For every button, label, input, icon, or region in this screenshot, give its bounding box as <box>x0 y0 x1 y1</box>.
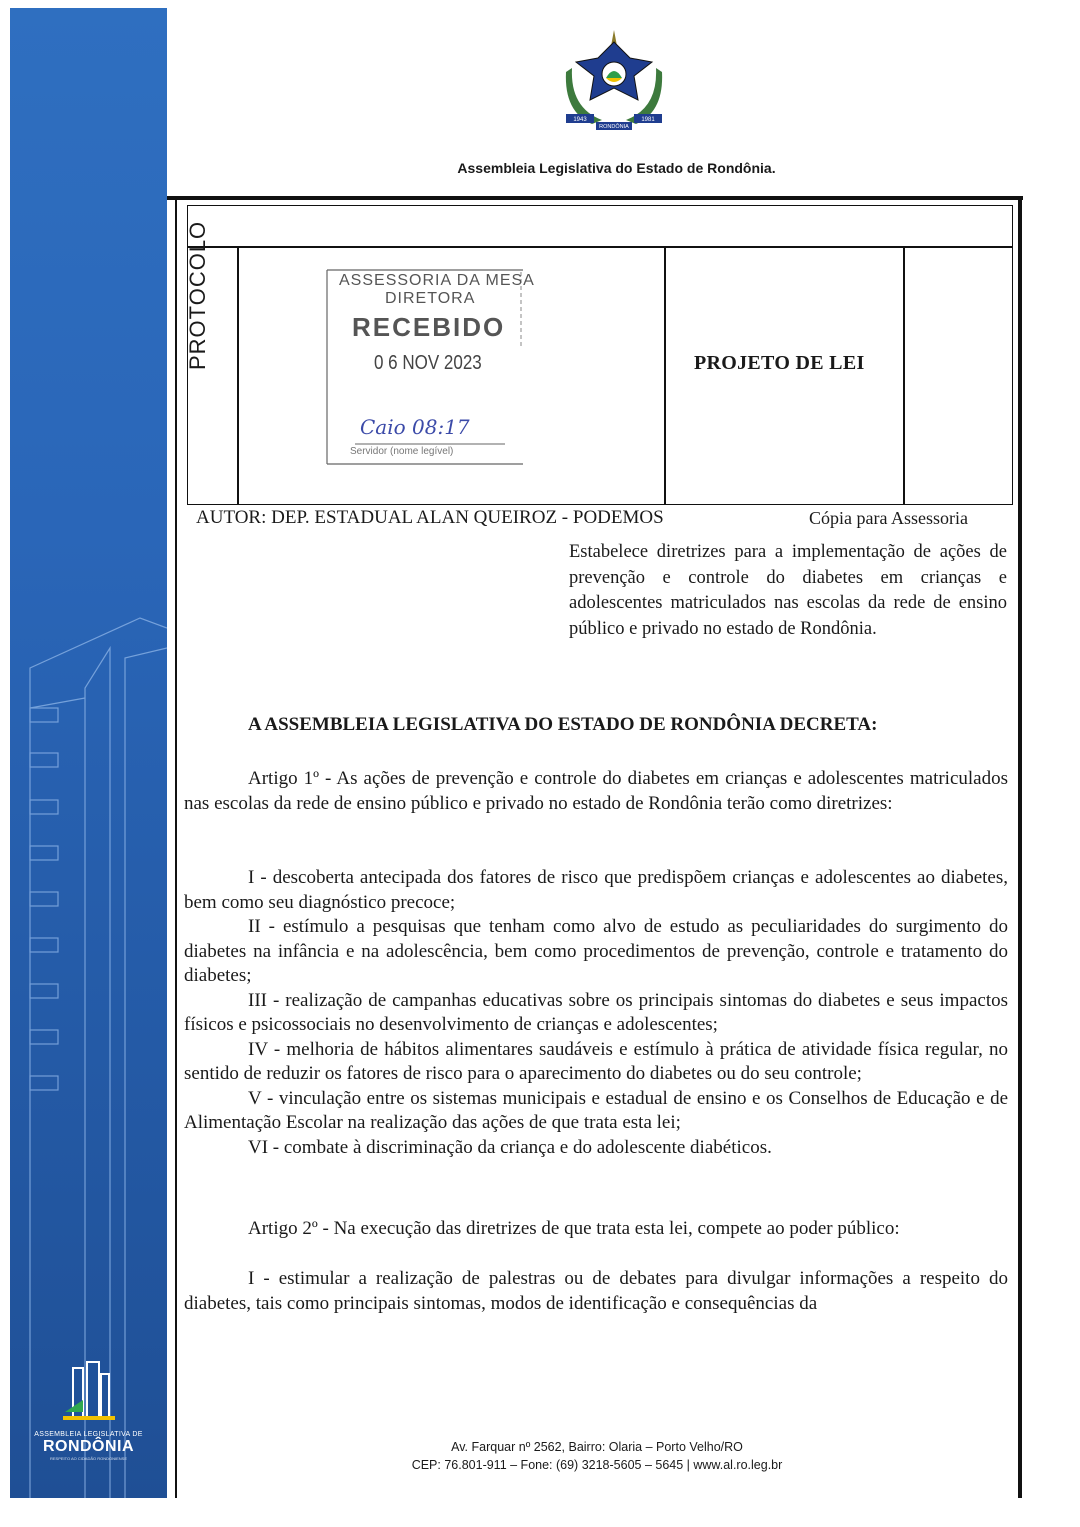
page-footer <box>0 1438 1080 1474</box>
assembly-building-icon <box>59 1360 119 1426</box>
decree-heading: A ASSEMBLEIA LEGISLATIVA DO ESTADO DE RONDÔNIA DECRETA: <box>248 714 878 735</box>
footer-contact: CEP: 76.801-911 – Fone: (69) 3218-5605 – 5645 | www.al.ro.leg.br <box>411 1458 783 1472</box>
footer-address: Av. Farquar nº 2562, Bairro: Olaria – Porto Velho/RO <box>451 1440 743 1454</box>
article-1 <box>184 767 1008 816</box>
table-rule <box>903 246 905 505</box>
article-1-items <box>184 866 1008 1160</box>
list-item: II - estímulo a pesquisas que tenham como alvo de estudo as peculiaridades do surgimento do diabetes na infância e na adolescência, bem como procedimentos de prevenção, controle e tratamento do diabetes; <box>184 916 1008 986</box>
list-item: VI - combate à discriminação da criança e do adolescente diabéticos. <box>248 1136 772 1158</box>
article-2-text: Artigo 2º - Na execução das diretrizes de que trata esta lei, compete ao poder público: <box>248 1218 900 1239</box>
decorative-sidebar <box>10 8 167 1498</box>
building-outline-graphic <box>10 8 167 1498</box>
state-coat-of-arms-icon <box>562 28 666 140</box>
list-item: IV - melhoria de hábitos alimentares saudáveis e estímulo à prática de atividade física regular, no sentido de reduzir os fatores de risco para o aparecimento do diabetes ou do seu controle; <box>184 1038 1008 1084</box>
table-rule <box>664 246 666 505</box>
sidebar-logo-line2: RONDÔNIA <box>42 1438 135 1455</box>
list-item: III - realização de campanhas educativas sobre os principais sintomas do diabetes e seus impactos físicos e psicossociais no desenvolvimento de crianças e adolescentes; <box>184 989 1008 1035</box>
crest-year-right: 1981 <box>641 117 655 123</box>
copy-note: Cópia para Assessoria <box>809 508 968 528</box>
crest-year-left: 1943 <box>573 117 587 123</box>
author-line: AUTOR: DEP. ESTADUAL ALAN QUEIROZ - PODEMOS <box>196 507 664 528</box>
list-item: I - estimular a realização de palestras ou de debates para divulgar informações a respeito do diabetes, tais como principais sintomas, modos de identificação e consequências da <box>184 1268 1008 1314</box>
sidebar-logo-line3: RESPEITO AO CIDADÃO RONDONIENSE <box>49 1456 128 1461</box>
page-border-right <box>1018 196 1022 1498</box>
article-2-items <box>184 1267 1008 1316</box>
stamp-status: RECEBIDO <box>352 312 506 342</box>
article-1-text: Artigo 1º - As ações de prevenção e controle do diabetes em crianças e adolescentes matriculados nas escolas da rede de ensino público e privado no estado de Rondônia terão como diretrizes: <box>184 768 1008 814</box>
table-rule <box>187 246 1013 248</box>
table-rule <box>237 246 239 505</box>
protocol-table <box>187 205 1013 505</box>
protocol-label: PROTOCOLO <box>185 220 210 370</box>
crest-name: RONDÔNIA <box>599 124 629 130</box>
list-item: V - vinculação entre os sistemas municipais e estadual de ensino e os Conselhos de Educação e de Alimentação Escolar na realização das ações de que trata esta lei; <box>184 1087 1008 1133</box>
stamp-signature: Caio 08:17 <box>360 415 470 439</box>
sidebar-logo-line1: ASSEMBLEIA LEGISLATIVA DE <box>34 1431 143 1438</box>
document-type: PROJETO DE LEI <box>694 352 865 374</box>
list-item: I - descoberta antecipada dos fatores de risco que predispõem crianças e adolescentes ao diabetes, bem como seu diagnóstico precoce; <box>184 867 1008 913</box>
page-border-left <box>175 200 177 1498</box>
institution-title: Assembleia Legislativa do Estado de Rondônia. <box>457 160 776 176</box>
stamp-footer: Servidor (nome legível) <box>350 446 454 457</box>
bill-summary: Estabelece diretrizes para a implementação de ações de prevenção e controle do diabetes em crianças e adolescentes matriculados nas escolas da rede de ensino público e privado no estado de Rondônia. <box>569 542 1007 639</box>
stamp-line2: DIRETORA <box>385 290 476 307</box>
page-border-top <box>167 196 1023 200</box>
stamp-date: 0 6 NOV 2023 <box>374 352 482 374</box>
article-2 <box>184 1217 1008 1242</box>
stamp-line1: ASSESSORIA DA MESA <box>339 272 535 289</box>
